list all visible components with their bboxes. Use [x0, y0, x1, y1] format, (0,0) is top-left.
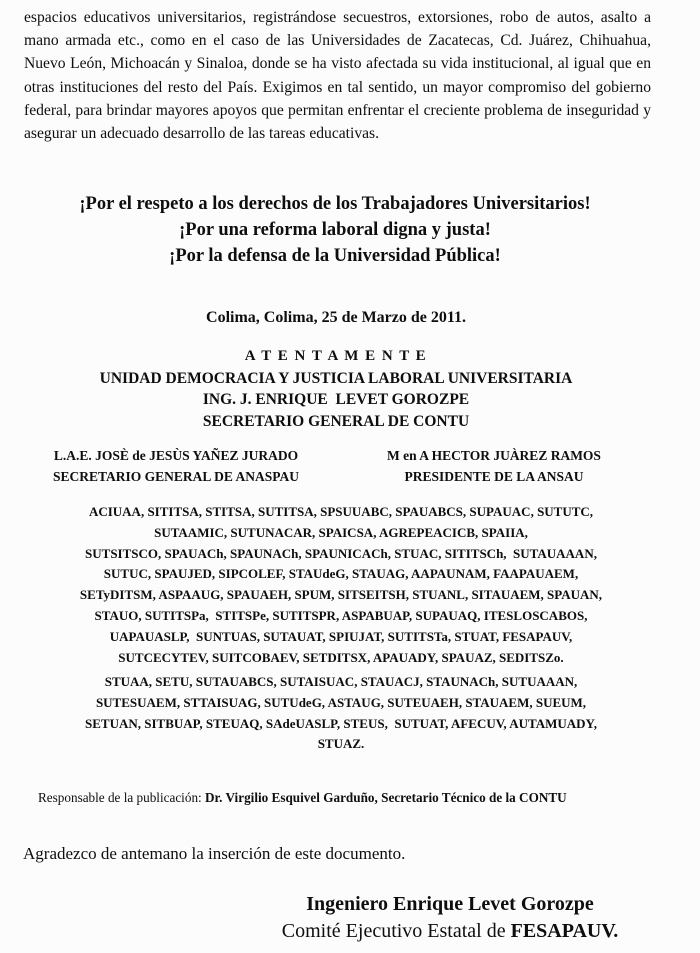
union-list-line: SUTESUAEM, STTAISUAG, SUTUdeG, ASTAUG, SUTEUAEH, STAUAEM, SUEUM,	[95, 694, 587, 710]
dateline: Colima, Colima, 25 de Marzo de 2011.	[206, 309, 466, 326]
slogan-line-2: ¡Por una reforma laboral digna y justa!	[179, 220, 491, 240]
union-list-line: SETyDITSM, ASPAAUG, SPAUAEH, SPUM, SITSEITSH, STUANL, SITAUAEM, SPAUAN,	[79, 587, 603, 603]
signatory-left-name: L.A.E. JOSÈ de JESÙS YAÑEZ JURADO	[53, 448, 299, 463]
publication-credit	[38, 790, 567, 806]
signatory-right-title: PRESIDENTE DE LA ANSAU	[404, 468, 584, 484]
union-list-line: STUAZ.	[317, 736, 365, 752]
union-list-line: STAUO, SUTITSPa, STITSPe, SUTITSPR, ASPABUAP, SUPAUAQ, ITESLOSCABOS,	[94, 607, 588, 623]
signatories-row	[0, 446, 700, 487]
closing-signer-title: SECRETARIO GENERAL DE CONTU	[202, 412, 470, 430]
closing-block	[0, 346, 672, 432]
union-list-line: SETUAN, SITBUAP, STEUAQ, SAdeUASLP, STEUS, SUTUAT, AFECUV, AUTAMUADY,	[85, 715, 597, 731]
signatory-left	[0, 446, 352, 487]
slogan-line-1: ¡Por el respeto a los derechos de los Trabajadores Universitarios!	[79, 194, 591, 214]
acknowledgement-line: Agradezco de antemano la inserción de este documento.	[23, 844, 406, 863]
atentamente-line: A T E N T A M E N T E	[244, 348, 428, 364]
signature-block	[238, 891, 662, 945]
committee-prefix: Comité Ejecutivo Estatal de	[281, 920, 511, 942]
signatory-right	[352, 446, 636, 487]
signatory-right-name: M en A HECTOR JUÀREZ RAMOS	[387, 448, 601, 463]
union-list-first	[0, 502, 682, 668]
signatory-left-title: SECRETARIO GENERAL DE ANASPAU	[53, 468, 299, 484]
signature-committee	[238, 918, 662, 945]
union-list-line: SUTSITSCO, SPAUACh, SPAUNACh, SPAUNICACh, STUAC, SITITSCh, SUTAUAAAN,	[85, 545, 597, 561]
union-list-line: ACIUAA, SITITSA, STITSA, SUTITSA, SPSUUABC, SPAUABCS, SUPAUAC, SUTUTC,	[88, 504, 594, 519]
signature-name: Ingeniero Enrique Levet Gorozpe	[306, 893, 594, 915]
union-list-line: SUTUC, SPAUJED, SIPCOLEF, STAUdeG, STAUAG, AAPAUNAM, FAAPAUAEM,	[103, 566, 579, 582]
union-list-second	[0, 672, 682, 755]
closing-signer-name: ING. J. ENRIQUE LEVET GOROZPE	[202, 391, 470, 408]
slogan-line-3: ¡Por la defensa de la Universidad Pública!	[169, 246, 501, 266]
intro-paragraph: espacios educativos universitarios, registrándose secuestros, extorsiones, robo de autos, asalto a mano armada etc., como en el caso de las Universidades de Zacatecas, Cd. Juárez, Chihuahua, Nuevo León, Michoacán y Sinaloa, donde se ha visto afectada su vida institucional, al igual que en otras instituciones del resto del País. Exigimos en tal sentido, un mayor compromiso del gobierno federal, para brindar mayores apoyos que permitan enfrentar el creciente problema de inseguridad y asegurar un adecuado desarrollo de las tareas educativas.	[24, 9, 651, 143]
union-list-line: SUTCECYTEV, SUITCOBAEV, SETDITSX, APAUADY, SPAUAZ, SEDITSZo.	[118, 649, 564, 665]
union-list-line: SUTAAMIC, SUTUNACAR, SPAICSA, AGREPEACICB, SPAIIA,	[154, 524, 528, 540]
organization-name: FESAPAUV.	[510, 920, 619, 942]
publication-responsible: Dr. Virgilio Esquivel Garduño, Secretario Técnico de la CONTU	[205, 790, 567, 805]
union-list-line: STUAA, SETU, SUTAUABCS, SUTAISUAC, STAUACJ, STAUNACh, SUTUAAAN,	[104, 674, 578, 689]
publication-label: Responsable de la publicación:	[38, 790, 205, 805]
closing-organization-line: UNIDAD DEMOCRACIA Y JUSTICIA LABORAL UNIVERSITARIA	[99, 369, 573, 387]
union-list-line: UAPAUASLP, SUNTUAS, SUTAUAT, SPIUJAT, SUTITSTa, STUAT, FESAPAUV,	[109, 628, 573, 644]
slogans-block	[0, 191, 670, 269]
